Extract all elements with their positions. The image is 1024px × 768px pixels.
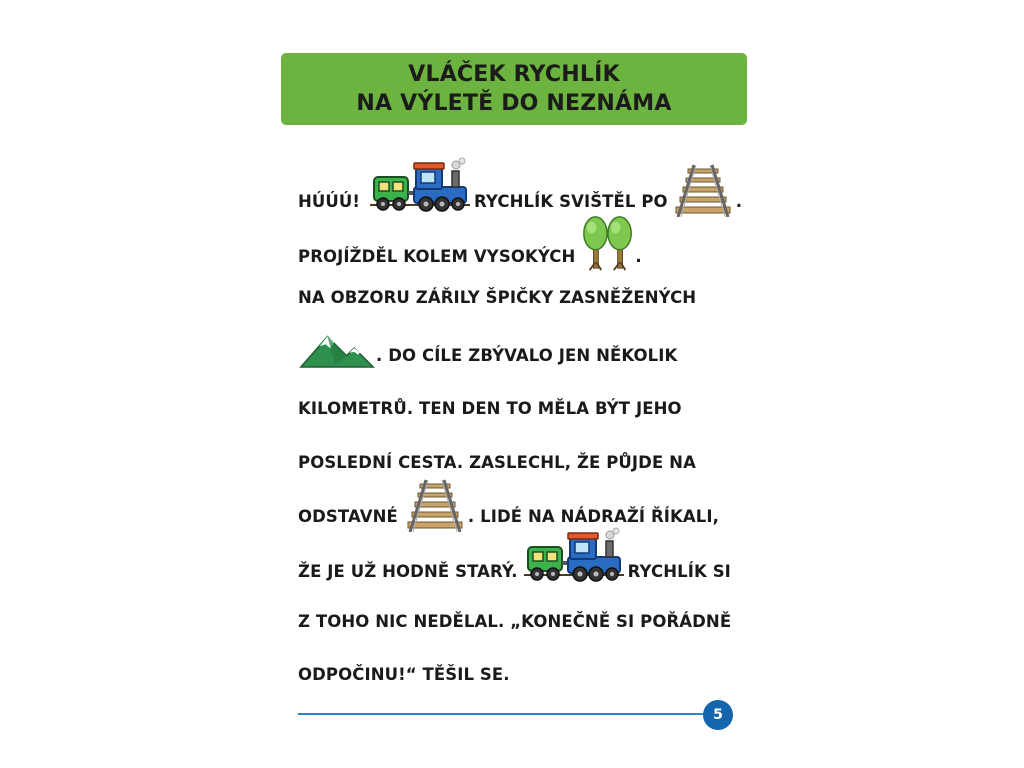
text-segment: . DO CÍLE ZBÝVALO JEN NĚKOLIK: [376, 346, 678, 365]
rails-icon: [402, 478, 468, 532]
story-line-3: [298, 253, 696, 313]
text-segment: HÚÚÚ!: [298, 192, 361, 211]
text-segment: .: [635, 247, 642, 266]
story-line-6: [298, 418, 696, 478]
text-segment: ŽE JE UŽ HODNĚ STARÝ.: [298, 562, 518, 581]
text-segment: RYCHLÍK SVIŠTĚL PO: [474, 192, 668, 211]
text-segment: ODSTAVNÉ: [298, 507, 398, 526]
text-segment: ODPOČINU!“ TĚŠIL SE.: [298, 665, 510, 684]
story-line-10: [298, 630, 510, 690]
story-line-1: [298, 157, 742, 217]
mountains-icon: [298, 327, 376, 369]
story-line-7: [298, 472, 719, 532]
page-number-badge: 5: [703, 700, 733, 730]
story-line-5: [298, 364, 682, 424]
story-line-4: [298, 311, 677, 371]
title-banner: [281, 53, 747, 125]
footer-rule: [298, 713, 708, 715]
title-line-1: VLÁČEK RYCHLÍK: [408, 62, 620, 87]
text-segment: PROJÍŽDĚL KOLEM VYSOKÝCH: [298, 247, 576, 266]
text-segment: KILOMETRŮ. TEN DEN TO MĚLA BÝT JEHO: [298, 399, 682, 418]
text-segment: .: [735, 192, 743, 211]
train-icon: [368, 157, 472, 217]
text-segment: . LIDÉ NA NÁDRAŽÍ ŘÍKALI,: [467, 507, 720, 526]
rails-icon: [670, 163, 736, 217]
text-segment: RYCHLÍK SI: [627, 562, 731, 581]
title-line-2: NA VÝLETĚ DO NEZNÁMA: [356, 91, 672, 116]
text-segment: POSLEDNÍ CESTA. ZASLECHL, ŽE PŮJDE NA: [298, 453, 696, 472]
text-segment: NA OBZORU ZÁŘILY ŠPIČKY ZASNĚŽENÝCH: [298, 288, 697, 307]
text-segment: Z TOHO NIC NEDĚLAL. „KONEČNĚ SI POŘÁDNĚ: [298, 612, 732, 631]
story-line-9: [298, 577, 731, 637]
